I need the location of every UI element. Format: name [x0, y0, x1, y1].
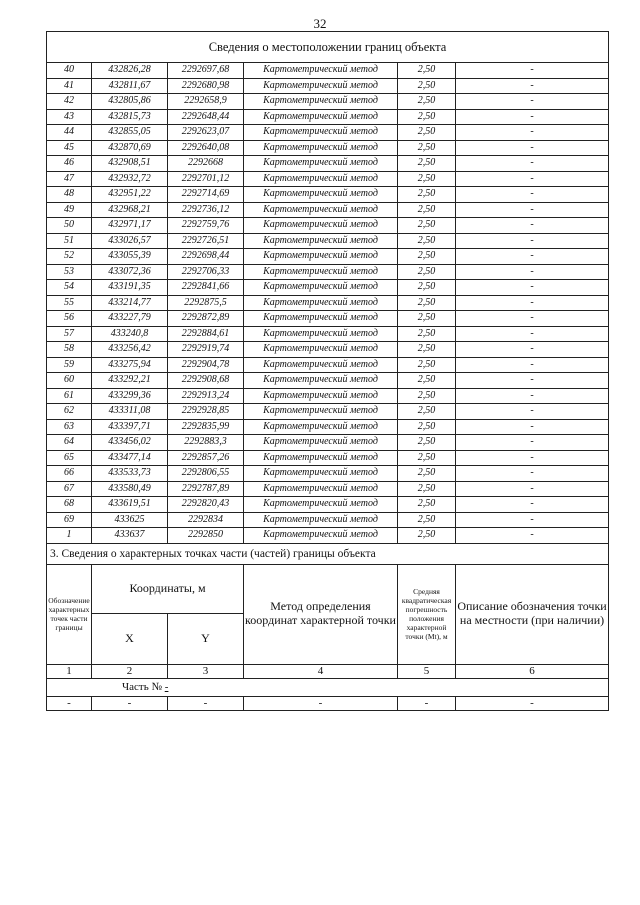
coord-y-cell: 2292736,12	[168, 202, 244, 218]
coord-x-cell: 433311,08	[92, 404, 168, 420]
method-cell: Картометрический метод	[244, 264, 398, 280]
point-number-cell: 62	[47, 404, 92, 420]
description-cell: -	[456, 63, 609, 79]
description-cell: -	[456, 481, 609, 497]
col-number: 2	[92, 664, 168, 678]
coord-y-cell: 2292706,33	[168, 264, 244, 280]
method-cell: Картометрический метод	[244, 419, 398, 435]
description-cell: -	[456, 125, 609, 141]
mt-value-cell: 2,50	[398, 512, 456, 528]
point-number-cell: 54	[47, 280, 92, 296]
coordinate-row	[47, 388, 609, 404]
point-number-cell: 1	[47, 528, 92, 544]
method-cell: Картометрический метод	[244, 171, 398, 187]
coord-y-cell: 2292668	[168, 156, 244, 172]
mt-value-cell: 2,50	[398, 187, 456, 203]
coordinate-row	[47, 342, 609, 358]
coord-y-cell: 2292759,76	[168, 218, 244, 234]
mt-value-cell: 2,50	[398, 528, 456, 544]
coordinate-row	[47, 512, 609, 528]
point-number-cell: 41	[47, 78, 92, 94]
section-title: Сведения о местоположении границ объекта	[47, 32, 609, 63]
description-cell: -	[456, 435, 609, 451]
method-cell: Картометрический метод	[244, 466, 398, 482]
col-number: 4	[244, 664, 398, 678]
mt-value-cell: 2,50	[398, 373, 456, 389]
coord-x-cell: 433625	[92, 512, 168, 528]
coord-x-cell: 432870,69	[92, 140, 168, 156]
coord-x-cell: 432951,22	[92, 187, 168, 203]
method-cell: Картометрический метод	[244, 125, 398, 141]
description-cell: -	[456, 342, 609, 358]
coord-x-cell: 432932,72	[92, 171, 168, 187]
method-cell: Картометрический метод	[244, 233, 398, 249]
coord-y-cell: 2292875,5	[168, 295, 244, 311]
column-numbers-row	[47, 664, 609, 678]
section3-title-row	[47, 543, 609, 564]
method-cell: Картометрический метод	[244, 218, 398, 234]
col-number: 1	[47, 664, 92, 678]
coord-x-cell: 432811,67	[92, 78, 168, 94]
description-cell: -	[456, 94, 609, 110]
description-cell: -	[456, 264, 609, 280]
coord-y-cell: 2292841,66	[168, 280, 244, 296]
description-cell: -	[456, 512, 609, 528]
method-cell: Картометрический метод	[244, 311, 398, 327]
description-cell: -	[456, 373, 609, 389]
part-value: -	[164, 681, 169, 693]
point-number-cell: 65	[47, 450, 92, 466]
description-cell: -	[456, 78, 609, 94]
coord-x-cell: 433214,77	[92, 295, 168, 311]
mt-value-cell: 2,50	[398, 94, 456, 110]
point-number-cell: 50	[47, 218, 92, 234]
header-coordinates: Координаты, м	[92, 564, 244, 613]
coordinate-row	[47, 202, 609, 218]
description-cell: -	[456, 357, 609, 373]
method-cell: Картометрический метод	[244, 280, 398, 296]
coordinate-row	[47, 233, 609, 249]
page-number: 32	[313, 16, 327, 31]
coord-x-cell: 433637	[92, 528, 168, 544]
coord-x-cell: 432968,21	[92, 202, 168, 218]
coord-x-cell: 433026,57	[92, 233, 168, 249]
col-number: 3	[168, 664, 244, 678]
coord-y-cell: 2292908,68	[168, 373, 244, 389]
coordinate-row	[47, 125, 609, 141]
point-number-cell: 42	[47, 94, 92, 110]
coordinate-row	[47, 187, 609, 203]
coordinate-row	[47, 280, 609, 296]
point-number-cell: 40	[47, 63, 92, 79]
description-cell: -	[456, 187, 609, 203]
coord-y-cell: 2292726,51	[168, 233, 244, 249]
method-cell: Картометрический метод	[244, 373, 398, 389]
point-number-cell: 69	[47, 512, 92, 528]
coordinate-row	[47, 109, 609, 125]
method-cell: Картометрический метод	[244, 404, 398, 420]
coord-x-cell: 433299,36	[92, 388, 168, 404]
coordinate-row	[47, 218, 609, 234]
method-cell: Картометрический метод	[244, 295, 398, 311]
point-number-cell: 60	[47, 373, 92, 389]
coord-x-cell: 433580,49	[92, 481, 168, 497]
coord-y-cell: 2292883,3	[168, 435, 244, 451]
coordinate-row	[47, 435, 609, 451]
coordinate-row	[47, 78, 609, 94]
point-number-cell: 64	[47, 435, 92, 451]
coord-x-cell: 433256,42	[92, 342, 168, 358]
mt-value-cell: 2,50	[398, 249, 456, 265]
mt-value-cell: 2,50	[398, 357, 456, 373]
coord-y-cell: 2292680,98	[168, 78, 244, 94]
coordinate-row	[47, 264, 609, 280]
description-cell: -	[456, 218, 609, 234]
coordinate-row	[47, 466, 609, 482]
coord-x-cell: 433619,51	[92, 497, 168, 513]
coord-y-cell: 2292697,68	[168, 63, 244, 79]
boundary-table	[46, 31, 609, 711]
coord-x-cell: 432855,05	[92, 125, 168, 141]
coordinate-row	[47, 357, 609, 373]
point-number-cell: 53	[47, 264, 92, 280]
empty-cell: -	[456, 696, 609, 710]
point-number-cell: 44	[47, 125, 92, 141]
coordinate-row	[47, 311, 609, 327]
method-cell: Картометрический метод	[244, 63, 398, 79]
mt-value-cell: 2,50	[398, 466, 456, 482]
coord-y-cell: 2292904,78	[168, 357, 244, 373]
point-number-cell: 46	[47, 156, 92, 172]
header-mt: Средняя квадратическая погрешность положения характерной точки (Mt), м	[398, 564, 456, 664]
section3-header-row-1	[47, 564, 609, 613]
method-cell: Картометрический метод	[244, 109, 398, 125]
coord-x-cell: 433072,36	[92, 264, 168, 280]
coord-y-cell: 2292857,26	[168, 450, 244, 466]
section-title-row	[47, 32, 609, 63]
coord-y-cell: 2292658,9	[168, 94, 244, 110]
mt-value-cell: 2,50	[398, 497, 456, 513]
coordinate-row	[47, 171, 609, 187]
description-cell: -	[456, 109, 609, 125]
mt-value-cell: 2,50	[398, 140, 456, 156]
coordinate-row	[47, 140, 609, 156]
col-number: 6	[456, 664, 609, 678]
coord-y-cell: 2292806,55	[168, 466, 244, 482]
mt-value-cell: 2,50	[398, 435, 456, 451]
coord-y-cell: 2292648,44	[168, 109, 244, 125]
part-label-cell	[47, 678, 609, 696]
coordinate-row	[47, 497, 609, 513]
part-row	[47, 678, 609, 696]
point-number-cell: 48	[47, 187, 92, 203]
description-cell: -	[456, 419, 609, 435]
coord-y-cell: 2292928,85	[168, 404, 244, 420]
coord-y-cell: 2292850	[168, 528, 244, 544]
point-number-cell: 68	[47, 497, 92, 513]
method-cell: Картометрический метод	[244, 497, 398, 513]
coord-x-cell: 433275,94	[92, 357, 168, 373]
coord-x-cell: 433227,79	[92, 311, 168, 327]
description-cell: -	[456, 311, 609, 327]
empty-data-row	[47, 696, 609, 710]
method-cell: Картометрический метод	[244, 202, 398, 218]
method-cell: Картометрический метод	[244, 342, 398, 358]
point-number-cell: 55	[47, 295, 92, 311]
coord-x-cell: 433055,39	[92, 249, 168, 265]
coord-x-cell: 433191,35	[92, 280, 168, 296]
description-cell: -	[456, 497, 609, 513]
mt-value-cell: 2,50	[398, 233, 456, 249]
coordinate-row	[47, 94, 609, 110]
coord-y-cell: 2292835,99	[168, 419, 244, 435]
description-cell: -	[456, 202, 609, 218]
empty-cell: -	[168, 696, 244, 710]
coordinate-row	[47, 450, 609, 466]
empty-cell: -	[47, 696, 92, 710]
point-number-cell: 61	[47, 388, 92, 404]
description-cell: -	[456, 140, 609, 156]
description-cell: -	[456, 295, 609, 311]
method-cell: Картометрический метод	[244, 140, 398, 156]
description-cell: -	[456, 450, 609, 466]
mt-value-cell: 2,50	[398, 481, 456, 497]
mt-value-cell: 2,50	[398, 419, 456, 435]
method-cell: Картометрический метод	[244, 326, 398, 342]
point-number-cell: 57	[47, 326, 92, 342]
description-cell: -	[456, 466, 609, 482]
mt-value-cell: 2,50	[398, 295, 456, 311]
coord-y-cell: 2292919,74	[168, 342, 244, 358]
description-cell: -	[456, 156, 609, 172]
coord-y-cell: 2292787,89	[168, 481, 244, 497]
coord-y-cell: 2292623,07	[168, 125, 244, 141]
mt-value-cell: 2,50	[398, 78, 456, 94]
mt-value-cell: 2,50	[398, 264, 456, 280]
mt-value-cell: 2,50	[398, 109, 456, 125]
description-cell: -	[456, 326, 609, 342]
method-cell: Картометрический метод	[244, 357, 398, 373]
method-cell: Картометрический метод	[244, 388, 398, 404]
point-number-cell: 67	[47, 481, 92, 497]
coordinate-row	[47, 419, 609, 435]
method-cell: Картометрический метод	[244, 512, 398, 528]
point-number-cell: 63	[47, 419, 92, 435]
mt-value-cell: 2,50	[398, 156, 456, 172]
point-number-cell: 47	[47, 171, 92, 187]
header-y: Y	[168, 613, 244, 664]
mt-value-cell: 2,50	[398, 388, 456, 404]
mt-value-cell: 2,50	[398, 311, 456, 327]
point-number-cell: 56	[47, 311, 92, 327]
mt-value-cell: 2,50	[398, 125, 456, 141]
method-cell: Картометрический метод	[244, 78, 398, 94]
coordinate-row	[47, 156, 609, 172]
header-method: Метод определения координат характерной точки	[244, 564, 398, 664]
mt-value-cell: 2,50	[398, 218, 456, 234]
coord-y-cell: 2292714,69	[168, 187, 244, 203]
coord-x-cell: 432815,73	[92, 109, 168, 125]
method-cell: Картометрический метод	[244, 528, 398, 544]
coord-y-cell: 2292834	[168, 512, 244, 528]
point-number-cell: 59	[47, 357, 92, 373]
description-cell: -	[456, 171, 609, 187]
method-cell: Картометрический метод	[244, 249, 398, 265]
coordinate-row	[47, 295, 609, 311]
coordinate-row	[47, 249, 609, 265]
description-cell: -	[456, 388, 609, 404]
method-cell: Картометрический метод	[244, 481, 398, 497]
header-point-designation: Обозначение характерных точек части границы	[47, 564, 92, 664]
coordinate-row	[47, 528, 609, 544]
coordinate-row	[47, 373, 609, 389]
coordinate-row	[47, 404, 609, 420]
point-number-cell: 66	[47, 466, 92, 482]
point-number-cell: 58	[47, 342, 92, 358]
method-cell: Картометрический метод	[244, 94, 398, 110]
coord-x-cell: 433292,21	[92, 373, 168, 389]
coord-y-cell: 2292913,24	[168, 388, 244, 404]
mt-value-cell: 2,50	[398, 326, 456, 342]
coordinate-row	[47, 63, 609, 79]
mt-value-cell: 2,50	[398, 171, 456, 187]
method-cell: Картометрический метод	[244, 156, 398, 172]
point-number-cell: 43	[47, 109, 92, 125]
empty-cell: -	[92, 696, 168, 710]
description-cell: -	[456, 528, 609, 544]
coord-x-cell: 432826,28	[92, 63, 168, 79]
coord-x-cell: 432971,17	[92, 218, 168, 234]
point-number-cell: 49	[47, 202, 92, 218]
description-cell: -	[456, 233, 609, 249]
method-cell: Картометрический метод	[244, 187, 398, 203]
coord-x-cell: 433397,71	[92, 419, 168, 435]
header-x: X	[92, 613, 168, 664]
mt-value-cell: 2,50	[398, 342, 456, 358]
coord-x-cell: 433456,02	[92, 435, 168, 451]
col-number: 5	[398, 664, 456, 678]
coord-x-cell: 433477,14	[92, 450, 168, 466]
coordinate-row	[47, 326, 609, 342]
empty-cell: -	[398, 696, 456, 710]
description-cell: -	[456, 404, 609, 420]
mt-value-cell: 2,50	[398, 202, 456, 218]
point-number-cell: 45	[47, 140, 92, 156]
coord-y-cell: 2292701,12	[168, 171, 244, 187]
coord-y-cell: 2292884,61	[168, 326, 244, 342]
coord-y-cell: 2292698,44	[168, 249, 244, 265]
method-cell: Картометрический метод	[244, 435, 398, 451]
coord-x-cell: 432805,86	[92, 94, 168, 110]
coord-y-cell: 2292872,89	[168, 311, 244, 327]
coord-x-cell: 432908,51	[92, 156, 168, 172]
point-number-cell: 51	[47, 233, 92, 249]
coord-y-cell: 2292820,43	[168, 497, 244, 513]
mt-value-cell: 2,50	[398, 404, 456, 420]
mt-value-cell: 2,50	[398, 63, 456, 79]
mt-value-cell: 2,50	[398, 450, 456, 466]
method-cell: Картометрический метод	[244, 450, 398, 466]
coord-y-cell: 2292640,08	[168, 140, 244, 156]
mt-value-cell: 2,50	[398, 280, 456, 296]
description-cell: -	[456, 280, 609, 296]
part-label: Часть №	[122, 681, 162, 693]
description-cell: -	[456, 249, 609, 265]
coordinate-row	[47, 481, 609, 497]
coord-x-cell: 433240,8	[92, 326, 168, 342]
empty-cell: -	[244, 696, 398, 710]
section3-title: 3. Сведения о характерных точках части (частей) границы объекта	[47, 543, 609, 564]
coord-x-cell: 433533,73	[92, 466, 168, 482]
header-description: Описание обозначения точки на местности (при наличии)	[456, 564, 609, 664]
point-number-cell: 52	[47, 249, 92, 265]
